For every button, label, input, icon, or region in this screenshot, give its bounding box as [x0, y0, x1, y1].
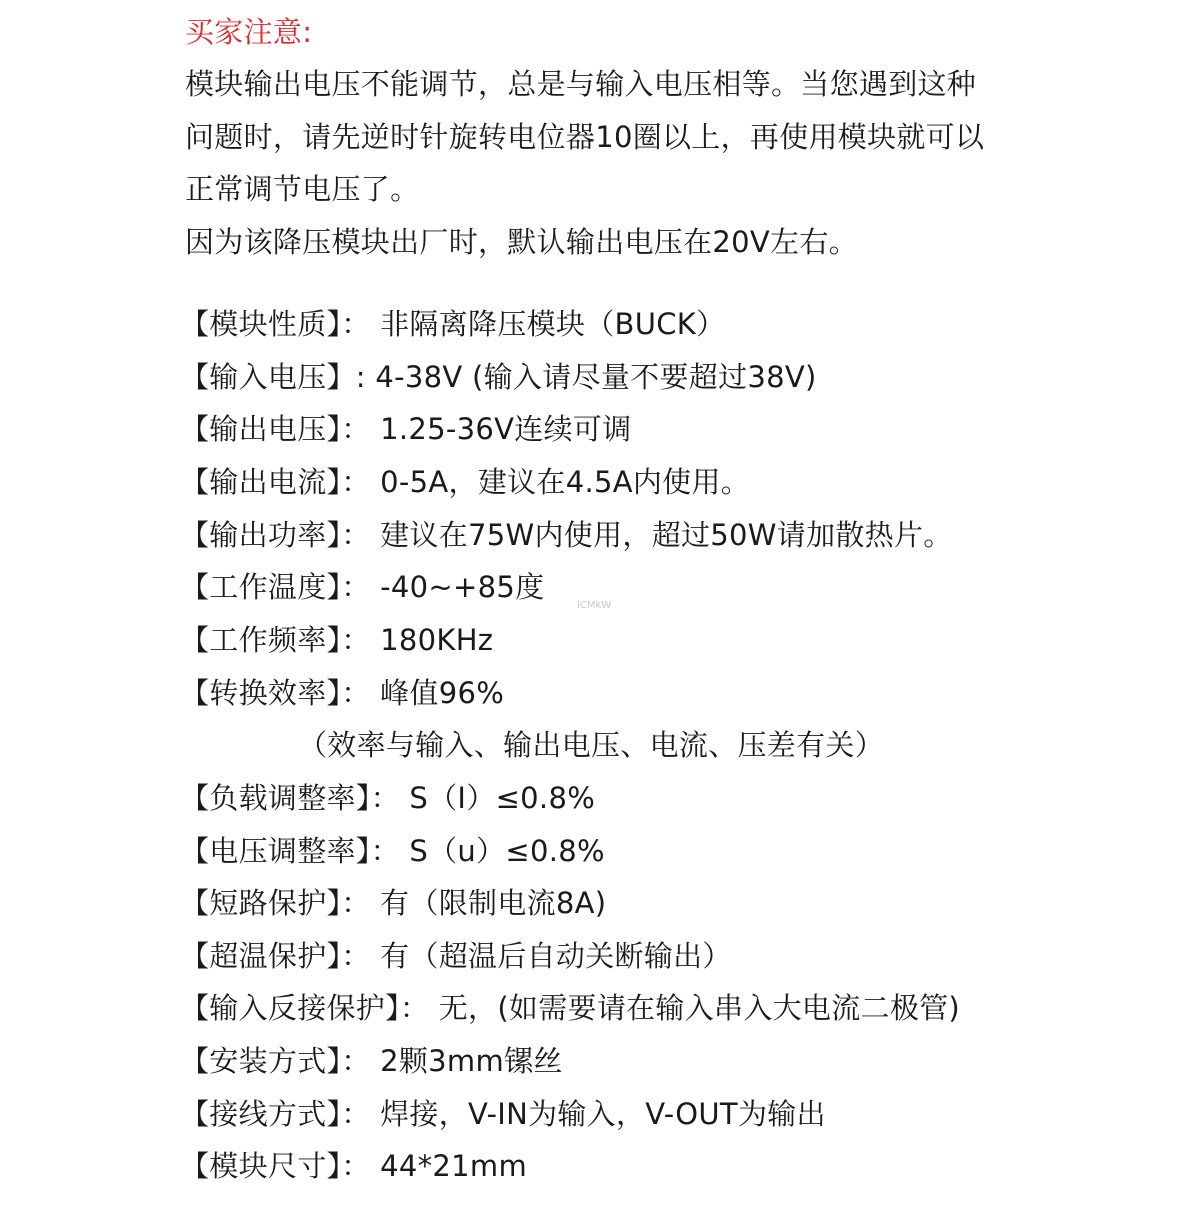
notice-title: 买家注意:	[185, 15, 313, 49]
spec-load-regulation: 【负载调整率】： S（I）≤0.8%	[180, 781, 596, 815]
spec-conversion-efficiency: 【转换效率】： 峰值96%	[180, 676, 505, 710]
spec-reverse-input-protection: 【输入反接保护】： 无，(如需要请在输入串入大电流二极管)	[180, 991, 961, 1025]
spec-overtemperature-protection: 【超温保护】： 有（超温后自动关断输出）	[180, 939, 732, 973]
spec-wiring-method: 【接线方式】： 焊接，V-IN为输入，V-OUT为输出	[180, 1097, 826, 1131]
notice-line-1: 模块输出电压不能调节，总是与输入电压相等。当您遇到这种	[185, 67, 977, 101]
watermark-text: ICMkW	[577, 600, 612, 611]
spec-output-voltage: 【输出电压】： 1.25-36V连续可调	[180, 412, 632, 446]
spec-output-power: 【输出功率】： 建议在75W内使用，超过50W请加散热片。	[180, 518, 953, 552]
spec-operating-temperature: 【工作温度】： -40~+85度	[180, 570, 545, 604]
spec-efficiency-note: （效率与输入、输出电压、电流、压差有关）	[298, 728, 885, 762]
notice-line-3: 正常调节电压了。	[185, 172, 420, 206]
spec-operating-frequency: 【工作频率】： 180KHz	[180, 623, 494, 657]
spec-mounting-method: 【安装方式】： 2颗3mm镙丝	[180, 1044, 563, 1078]
spec-module-type: 【模块性质】： 非隔离降压模块（BUCK）	[180, 307, 726, 341]
spec-voltage-regulation: 【电压调整率】： S（u）≤0.8%	[180, 834, 605, 868]
spec-output-current: 【输出电流】： 0-5A，建议在4.5A内使用。	[180, 465, 751, 499]
notice-line-4: 因为该降压模块出厂时，默认输出电压在20V左右。	[185, 225, 858, 259]
spec-input-voltage: 【输入电压】: 4-38V (输入请尽量不要超过38V)	[180, 360, 817, 394]
spec-module-size: 【模块尺寸】： 44*21mm	[180, 1149, 528, 1183]
spec-short-circuit-protection: 【短路保护】： 有（限制电流8A)	[180, 886, 607, 920]
notice-line-2: 问题时，请先逆时针旋转电位器10圈以上，再使用模块就可以	[185, 120, 985, 154]
